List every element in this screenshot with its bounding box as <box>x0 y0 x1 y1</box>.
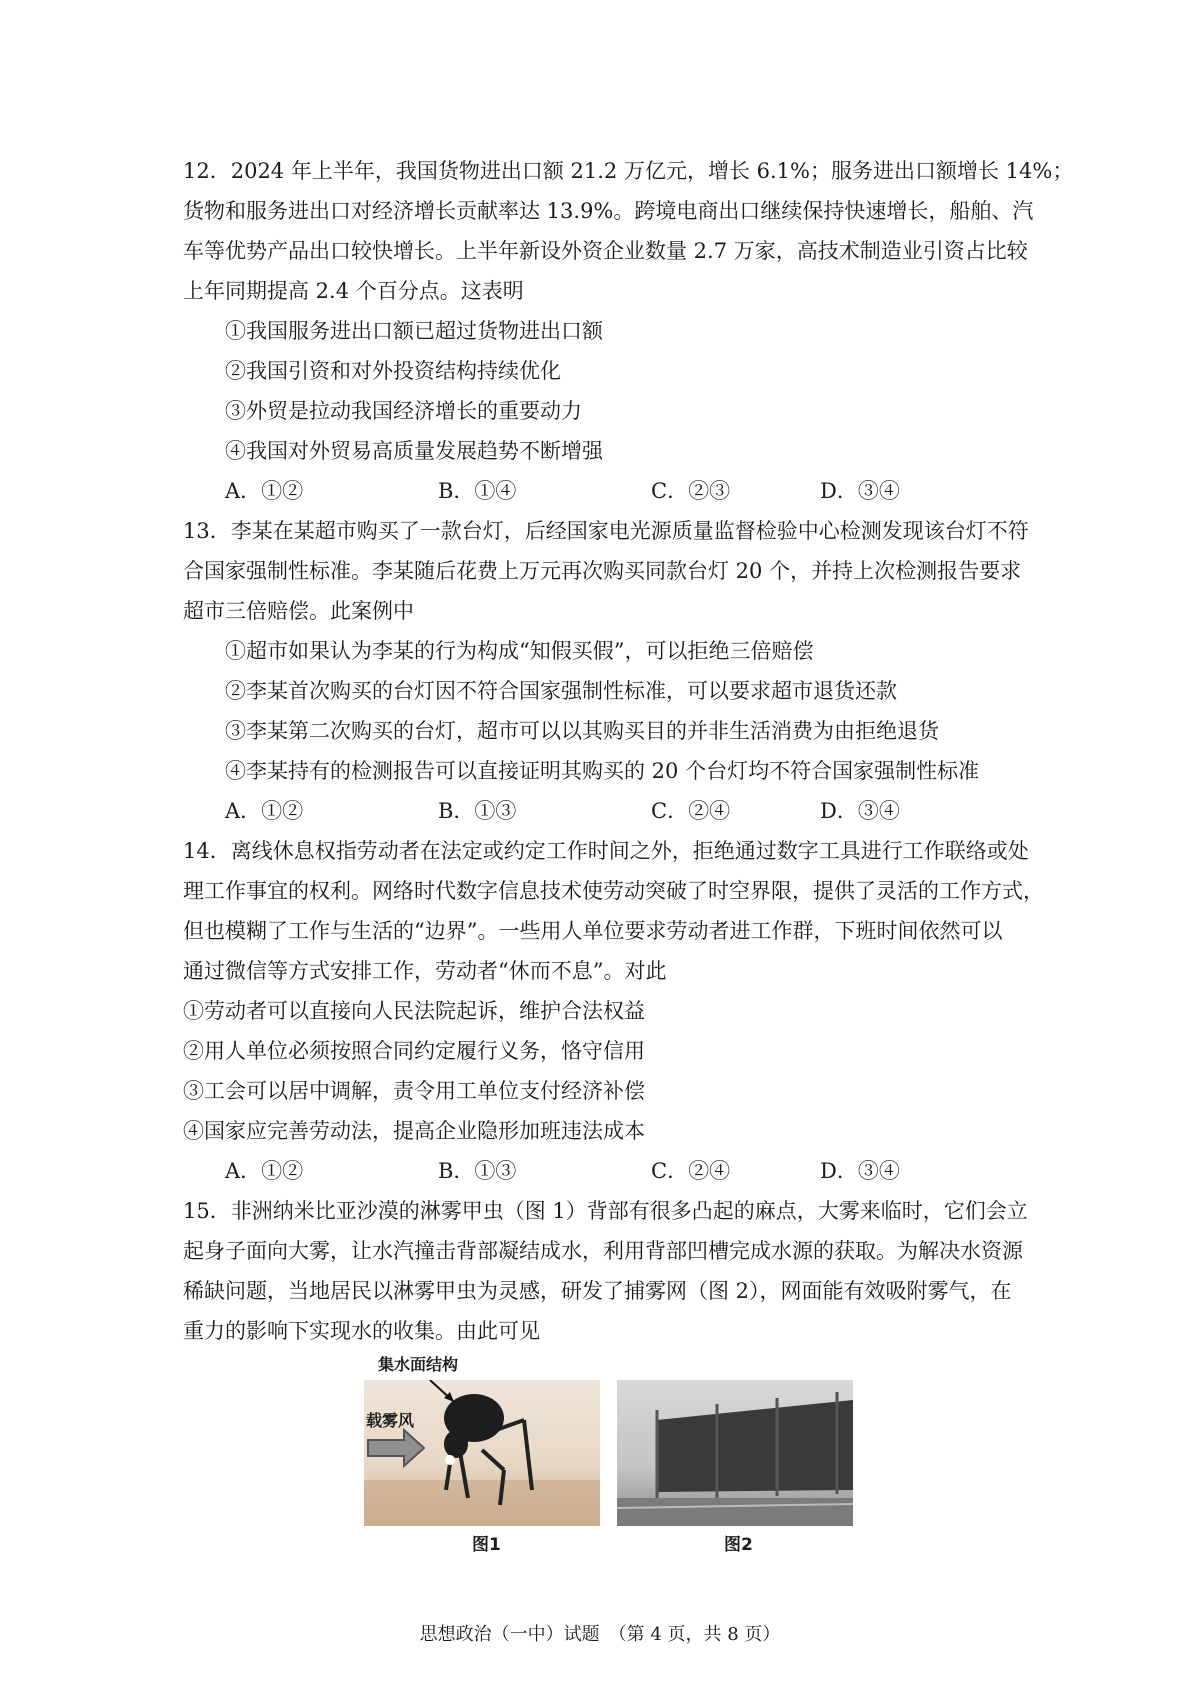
q14-option-4: ④国家应完善劳动法，提高企业隐形加班违法成本 <box>183 1119 645 1143</box>
q13-stem-line: 合国家强制性标准。李某随后花费上万元再次购买同款台灯 20 个，并持上次检测报告要求 <box>183 559 1022 583</box>
q13-choices <box>225 796 1025 826</box>
q14-option-1: ①劳动者可以直接向人民法院起诉，维护合法权益 <box>183 999 645 1023</box>
q12-choice-a: A．①② <box>225 479 304 503</box>
q12-choice-c: C．②③ <box>651 479 731 503</box>
q14-choice-b: B．①③ <box>438 1159 517 1183</box>
q12-choice-b: B．①④ <box>438 479 517 503</box>
q14-option-2: ②用人单位必须按照合同约定履行义务，恪守信用 <box>183 1039 645 1063</box>
q14-stem-line: 通过微信等方式安排工作，劳动者“休而不息”。对此 <box>183 959 667 983</box>
q12-choice-d: D．③④ <box>820 479 900 503</box>
q14-option-3: ③工会可以居中调解，责令用工单位支付经济补偿 <box>183 1079 645 1103</box>
figure1-structure-label: 集水面结构 <box>378 1355 459 1374</box>
q12-stem-line: 上年同期提高 2.4 个百分点。这表明 <box>183 279 524 303</box>
q15-stem-line: 15．非洲纳米比亚沙漠的淋雾甲虫（图 1）背部有很多凸起的麻点，大雾来临时，它们会立 <box>183 1199 1028 1223</box>
q14-stem-line: 理工作事宜的权利。网络时代数字信息技术使劳动突破了时空界限，提供了灵活的工作方式， <box>183 879 1044 903</box>
q12-option-3: ③外贸是拉动我国经济增长的重要动力 <box>225 399 582 423</box>
q12-stem-line: 货物和服务进出口对经济增长贡献率达 13.9%。跨境电商出口继续保持快速增长，船舶、汽 <box>183 199 1034 223</box>
q14-choices <box>225 1156 1025 1186</box>
q13-option-4: ④李某持有的检测报告可以直接证明其购买的 20 个台灯均不符合国家强制性标准 <box>225 759 980 783</box>
q13-choice-d: D．③④ <box>820 799 900 823</box>
q12-stem-line: 车等优势产品出口较快增长。上半年新设外资企业数量 2.7 万家，高技术制造业引资占比较 <box>183 239 1028 263</box>
q12-stem-line: 12．2024 年上半年，我国货物进出口额 21.2 万亿元，增长 6.1%；服务进出口额增长 14%； <box>183 159 1074 183</box>
q14-choice-c: C．②④ <box>651 1159 731 1183</box>
q13-stem-line: 超市三倍赔偿。此案例中 <box>183 599 414 623</box>
q14-stem-line: 但也模糊了工作与生活的“边界”。一些用人单位要求劳动者进工作群，下班时间依然可以 <box>183 919 1003 943</box>
beetle-illustration <box>364 1380 600 1526</box>
figure1-caption: 图1 <box>472 1535 501 1555</box>
q13-option-2: ②李某首次购买的台灯因不符合国家强制性标准，可以要求超市退货还款 <box>225 679 897 703</box>
q12-option-4: ④我国对外贸易高质量发展趋势不断增强 <box>225 439 603 463</box>
q14-stem-line: 14．离线休息权指劳动者在法定或约定工作时间之外，拒绝通过数字工具进行工作联络或处 <box>183 839 1029 863</box>
figure1-wind-label: 载雾风 <box>366 1411 415 1430</box>
q15-stem-line: 重力的影响下实现水的收集。由此可见 <box>183 1319 540 1343</box>
q14-choice-d: D．③④ <box>820 1159 900 1183</box>
q13-choice-b: B．①③ <box>438 799 517 823</box>
q12-option-2: ②我国引资和对外投资结构持续优化 <box>225 359 561 383</box>
figure2-fog-net-image <box>617 1380 853 1526</box>
q12-choices <box>225 476 1025 506</box>
q13-option-1: ①超市如果认为李某的行为构成“知假买假”，可以拒绝三倍赔偿 <box>225 639 814 663</box>
q13-option-3: ③李某第二次购买的台灯，超市可以以其购买目的并非生活消费为由拒绝退货 <box>225 719 939 743</box>
q12-option-1: ①我国服务进出口额已超过货物进出口额 <box>225 319 603 343</box>
page-footer: 思想政治（一中）试题 （第 4 页，共 8 页） <box>419 1624 781 1645</box>
q15-stem-line: 起身子面向大雾，让水汽撞击背部凝结成水，利用背部凹槽完成水源的获取。为解决水资源 <box>183 1239 1023 1263</box>
q14-choice-a: A．①② <box>225 1159 304 1183</box>
fog-net-illustration <box>617 1380 853 1526</box>
q13-choice-a: A．①② <box>225 799 304 823</box>
figure2-caption: 图2 <box>724 1535 753 1555</box>
q13-stem-line: 13．李某在某超市购买了一款台灯，后经国家电光源质量监督检验中心检测发现该台灯不符 <box>183 519 1029 543</box>
q13-choice-c: C．②④ <box>651 799 731 823</box>
q15-stem-line: 稀缺问题，当地居民以淋雾甲虫为灵感，研发了捕雾网（图 2），网面能有效吸附雾气，在 <box>183 1279 1012 1303</box>
figure1-beetle-image <box>364 1380 600 1526</box>
